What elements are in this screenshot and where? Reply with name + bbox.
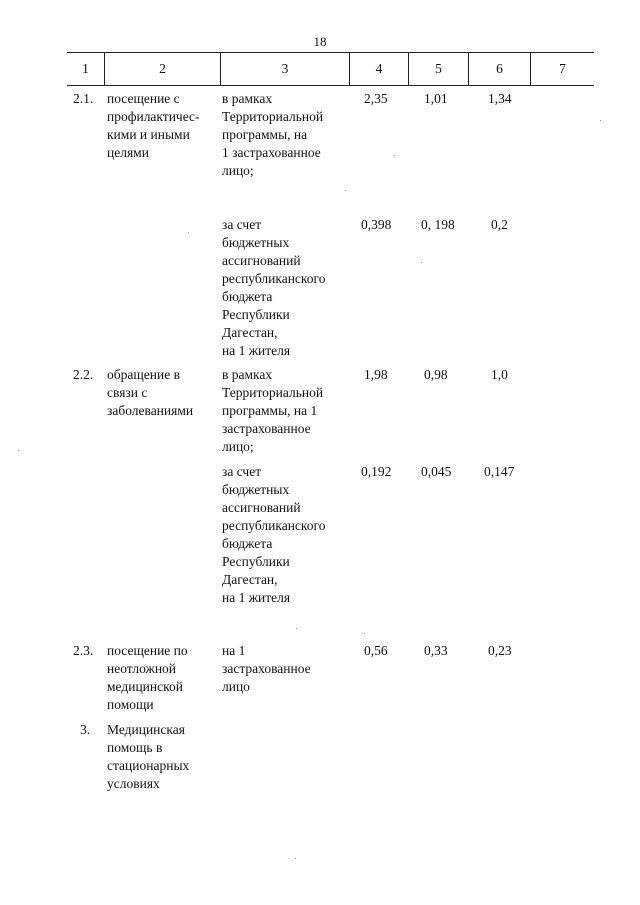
page-number: 18 bbox=[313, 34, 327, 49]
value-col-5: 0,045 bbox=[421, 464, 452, 479]
value-col-6: 1,0 bbox=[491, 367, 508, 382]
scan-speck bbox=[394, 155, 395, 156]
value-col-6: 0,23 bbox=[488, 643, 512, 658]
row-description: в рамках Территориальной программы, на 1 застрахованное лицо; bbox=[222, 91, 324, 178]
table-header bbox=[67, 52, 594, 86]
scan-speck bbox=[295, 858, 296, 859]
row-description: за счет бюджетных ассигнований республиканского бюджета Республики Дагестан, на 1 жителя bbox=[222, 217, 326, 358]
value-col-4: 2,35 bbox=[364, 91, 388, 106]
row-name: обращение в связи с заболеваниями bbox=[107, 367, 194, 418]
header-col-2: 2 bbox=[104, 53, 220, 85]
header-col-1: 1 bbox=[82, 61, 89, 76]
value-col-4: 1,98 bbox=[364, 367, 388, 382]
header-col-6: 6 bbox=[468, 53, 530, 85]
scan-speck bbox=[345, 190, 346, 191]
header-col-5: 5 bbox=[408, 53, 468, 85]
value-col-5: 0,33 bbox=[424, 643, 448, 658]
scan-speck bbox=[600, 120, 601, 121]
row-number: 3. bbox=[80, 722, 91, 737]
row-number: 2.1. bbox=[73, 91, 94, 106]
value-col-6: 0,2 bbox=[491, 217, 508, 232]
value-col-5: 0,98 bbox=[424, 367, 448, 382]
row-name: Медицинская помощь в стационарных условиях bbox=[107, 722, 190, 791]
value-col-6: 1,34 bbox=[488, 91, 512, 106]
row-number: 2.3. bbox=[73, 643, 94, 658]
scan-speck bbox=[421, 262, 422, 263]
header-col-3: 3 bbox=[220, 53, 349, 85]
value-col-4: 0,56 bbox=[364, 643, 388, 658]
row-name: посещение с профилактичес- кими и иными целями bbox=[107, 91, 200, 160]
value-col-4: 0,398 bbox=[361, 217, 392, 232]
value-col-4: 0,192 bbox=[361, 464, 392, 479]
header-col-7: 7 bbox=[530, 53, 594, 85]
row-description: на 1 застрахованное лицо bbox=[222, 643, 311, 694]
scan-speck bbox=[296, 628, 297, 629]
scan-speck bbox=[188, 232, 189, 233]
row-number: 2.2. bbox=[73, 367, 94, 382]
value-col-6: 0,147 bbox=[484, 464, 515, 479]
value-col-5: 1,01 bbox=[424, 91, 448, 106]
scan-speck bbox=[18, 450, 19, 451]
row-description: в рамках Территориальной программы, на 1 застрахованное лицо; bbox=[222, 367, 324, 454]
value-col-5: 0, 198 bbox=[421, 217, 455, 232]
header-col-4: 4 bbox=[349, 53, 408, 85]
row-description: за счет бюджетных ассигнований республиканского бюджета Республики Дагестан, на 1 жителя bbox=[222, 464, 326, 605]
scan-speck bbox=[364, 633, 365, 634]
row-name: посещение по неотложной медицинской помощи bbox=[107, 643, 188, 712]
